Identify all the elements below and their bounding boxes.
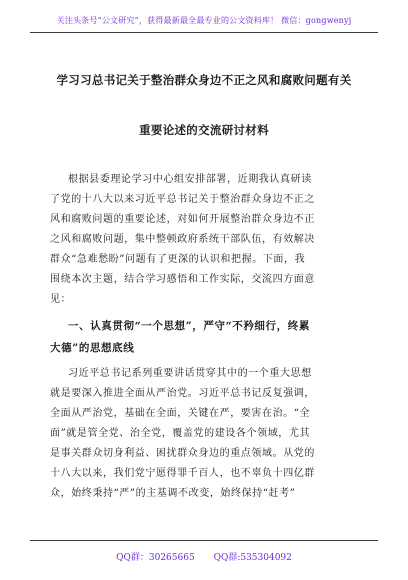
paragraph-1-line: 风和腐败问题的重要论述，对如何开展整治群众身边不正	[50, 214, 315, 225]
footer-qq-group-2: QQ群:535304092	[213, 553, 292, 563]
paragraph-1-line: 见：	[50, 294, 72, 305]
footer-divider	[30, 540, 378, 541]
footer-qq-group-1: QQ群：30265665	[116, 553, 195, 563]
document-title-line-1: 学习习总书记关于整治群众身边不正之风和腐败问题有关	[56, 73, 352, 87]
paragraph-1-line: 根据县委理论学习中心组安排部署，近期我认真研读	[68, 174, 312, 185]
paragraph-1-line: 了党的十八大以来习近平总书记关于整治群众身边不正之	[50, 194, 315, 205]
paragraph-2-line: 十八大以来，我们党宁愿得罪千百人，也不辜负十四亿群	[50, 468, 315, 479]
document-title-line-2: 重要论述的交流研讨材料	[139, 123, 269, 137]
header-divider	[30, 32, 378, 33]
section-1-heading: 大德”的思想底线	[50, 342, 135, 354]
paragraph-2-line: 面”就是管全党、治全党，覆盖党的建设各个领域，尤其	[50, 428, 311, 439]
paragraph-2-line: 全面从严治党，基础在全面，关键在严，要害在治。“全	[50, 408, 311, 419]
header-banner: 关注头条号“公文研究”，获得最新最全最专业的公文资料库！ 微信：gongwenyj	[56, 16, 352, 25]
paragraph-1-line: 围绕本次主题，结合学习感悟和工作实际，交流四方面意	[50, 274, 315, 285]
paragraph-2-line: 就是要深入推进全面从严治党。习近平总书记反复强调，	[50, 388, 315, 399]
paragraph-1-line: 群众“急难愁盼”问题有了更深的认识和把握。下面，我	[50, 254, 306, 265]
paragraph-2-line: 习近平总书记系列重要讲话贯穿其中的一个重大思想	[68, 368, 312, 379]
paragraph-2-line: 是事关群众切身利益、困扰群众身边的重点领域。从党的	[50, 448, 315, 459]
footer-contacts	[30, 550, 378, 563]
paragraph-2-line: 众，始终秉持“严”的主基调不改变，始终保持“赶考”	[50, 488, 296, 499]
section-1-heading: 一、认真贯彻“一个思想”，严守“不矜细行，终累	[68, 320, 310, 332]
paragraph-1-line: 之风和腐败问题，集中整顿政府系统干部队伍，有效解决	[50, 234, 315, 245]
